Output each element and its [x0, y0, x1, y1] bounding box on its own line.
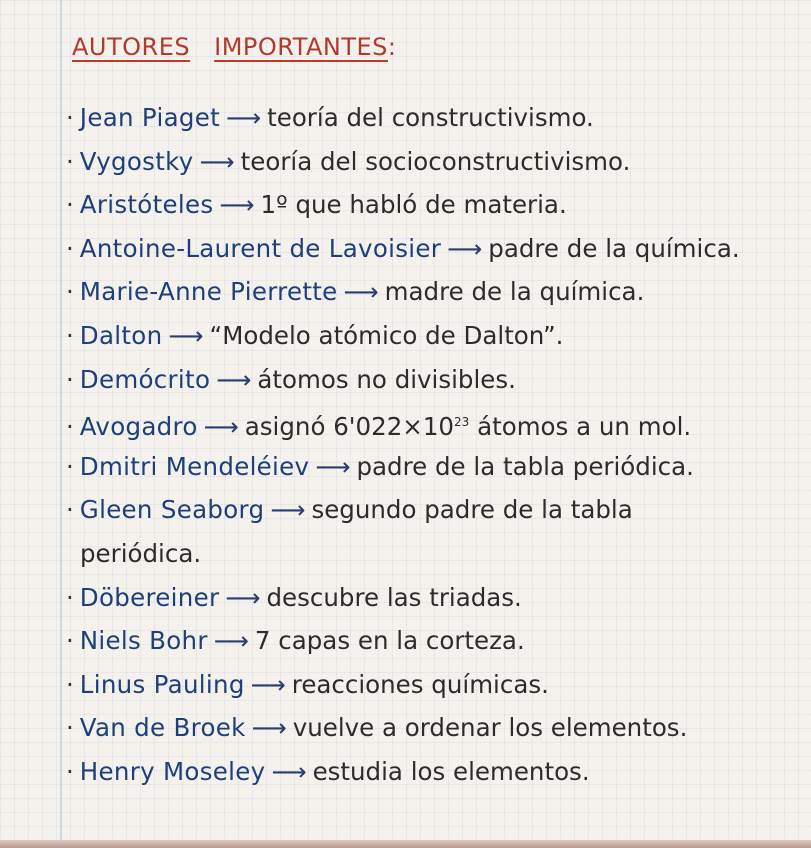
list-item — [62, 227, 802, 271]
bullet: · — [66, 626, 74, 656]
author-description: teoría del socioconstructivismo. — [240, 146, 631, 176]
bullet: · — [66, 364, 74, 394]
arrow-icon: ⟶ — [226, 103, 262, 132]
author-name: Henry Moseley — [79, 756, 266, 786]
list-item — [62, 619, 802, 663]
list-item — [62, 140, 802, 184]
title-word-importantes: IMPORTANTES — [214, 33, 388, 61]
author-name: Vygostky — [79, 146, 194, 176]
arrow-icon: ⟶ — [216, 364, 252, 394]
arrow-icon: ⟶ — [213, 626, 249, 656]
description-part: asignó 6'022×10 — [244, 412, 455, 442]
arrow-icon: ⟶ — [203, 412, 239, 442]
authors-list — [62, 96, 802, 794]
bullet: · — [66, 756, 74, 786]
arrow-icon: ⟶ — [251, 713, 287, 743]
author-description: átomos no divisibles. — [257, 364, 516, 394]
arrow-icon: ⟶ — [250, 669, 286, 699]
list-item — [62, 706, 802, 750]
author-name: Demócrito — [79, 364, 211, 394]
list-item — [62, 96, 802, 140]
list-item — [62, 488, 802, 575]
author-description: 1º que habló de materia. — [260, 190, 567, 220]
list-item — [62, 183, 802, 227]
list-item — [62, 314, 802, 358]
author-description-continued: periódica. — [80, 538, 202, 568]
list-item — [62, 445, 802, 489]
bullet: · — [66, 320, 74, 350]
author-description: padre de la tabla periódica. — [356, 451, 694, 481]
author-description: padre de la química. — [488, 233, 740, 263]
list-item — [62, 270, 802, 314]
page-title — [72, 33, 397, 61]
author-name: Van de Broek — [79, 713, 246, 743]
list-item — [62, 750, 802, 794]
author-name: Dmitri Mendeléiev — [79, 451, 310, 481]
list-item — [62, 401, 802, 445]
bullet: · — [66, 146, 74, 176]
arrow-icon: ⟶ — [168, 320, 204, 350]
author-description: vuelve a ordenar los elementos. — [292, 713, 688, 743]
author-description: 7 capas en la corteza. — [254, 626, 525, 656]
author-name: Aristóteles — [79, 190, 214, 220]
title-colon: : — [387, 33, 397, 61]
bullet: · — [66, 713, 74, 743]
author-description — [245, 412, 691, 441]
arrow-icon: ⟶ — [343, 277, 379, 307]
bullet: · — [66, 103, 74, 132]
author-description: descubre las triadas. — [266, 582, 522, 612]
description-part: átomos a un mol. — [469, 412, 692, 442]
author-description: segundo padre de la tabla — [311, 495, 633, 525]
author-description: madre de la química. — [384, 277, 645, 307]
author-name: Marie-Anne Pierrette — [79, 277, 338, 307]
list-item — [62, 358, 802, 402]
list-item — [62, 663, 802, 707]
bullet: · — [66, 277, 74, 307]
author-name: Dalton — [79, 320, 163, 350]
bullet: · — [66, 669, 74, 699]
bullet: · — [66, 412, 74, 442]
author-description: teoría del constructivismo. — [267, 103, 594, 132]
arrow-icon: ⟶ — [270, 495, 306, 525]
list-item — [62, 576, 802, 620]
page-bottom-edge — [0, 840, 811, 848]
author-description: “Modelo atómico de Dalton”. — [209, 320, 564, 350]
arrow-icon: ⟶ — [199, 146, 235, 176]
arrow-icon: ⟶ — [271, 756, 307, 786]
title-word-autores: AUTORES — [72, 33, 191, 61]
arrow-icon: ⟶ — [315, 451, 351, 481]
exponent: 23 — [454, 415, 470, 430]
author-description: reacciones químicas. — [291, 669, 549, 699]
author-description: estudia los elementos. — [312, 756, 590, 786]
author-name: Antoine-Laurent de Lavoisier — [79, 233, 442, 263]
arrow-icon: ⟶ — [219, 190, 255, 220]
author-name: Döbereiner — [79, 582, 220, 612]
arrow-icon: ⟶ — [225, 582, 261, 612]
author-name: Niels Bohr — [79, 626, 208, 656]
author-name: Linus Pauling — [79, 669, 245, 699]
arrow-icon: ⟶ — [447, 233, 483, 263]
bullet: · — [66, 190, 74, 220]
bullet: · — [66, 495, 74, 525]
author-name: Avogadro — [79, 412, 198, 442]
author-name: Gleen Seaborg — [79, 495, 265, 525]
bullet: · — [66, 451, 74, 481]
author-name: Jean Piaget — [79, 103, 221, 132]
bullet: · — [66, 582, 74, 612]
bullet: · — [66, 233, 74, 263]
